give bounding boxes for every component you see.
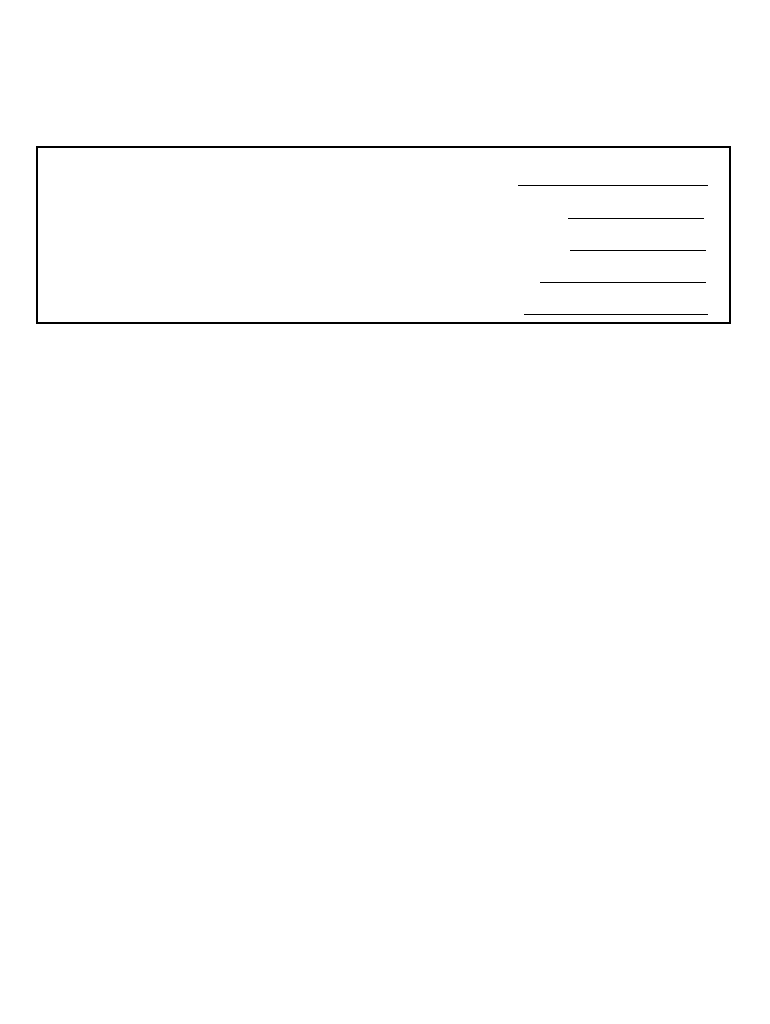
date-field[interactable] (518, 173, 708, 186)
contact-field[interactable] (568, 206, 704, 219)
sample-grid (36, 338, 736, 942)
po-field[interactable] (524, 302, 708, 315)
project-field[interactable] (540, 270, 706, 283)
sampler-field[interactable] (570, 238, 706, 251)
